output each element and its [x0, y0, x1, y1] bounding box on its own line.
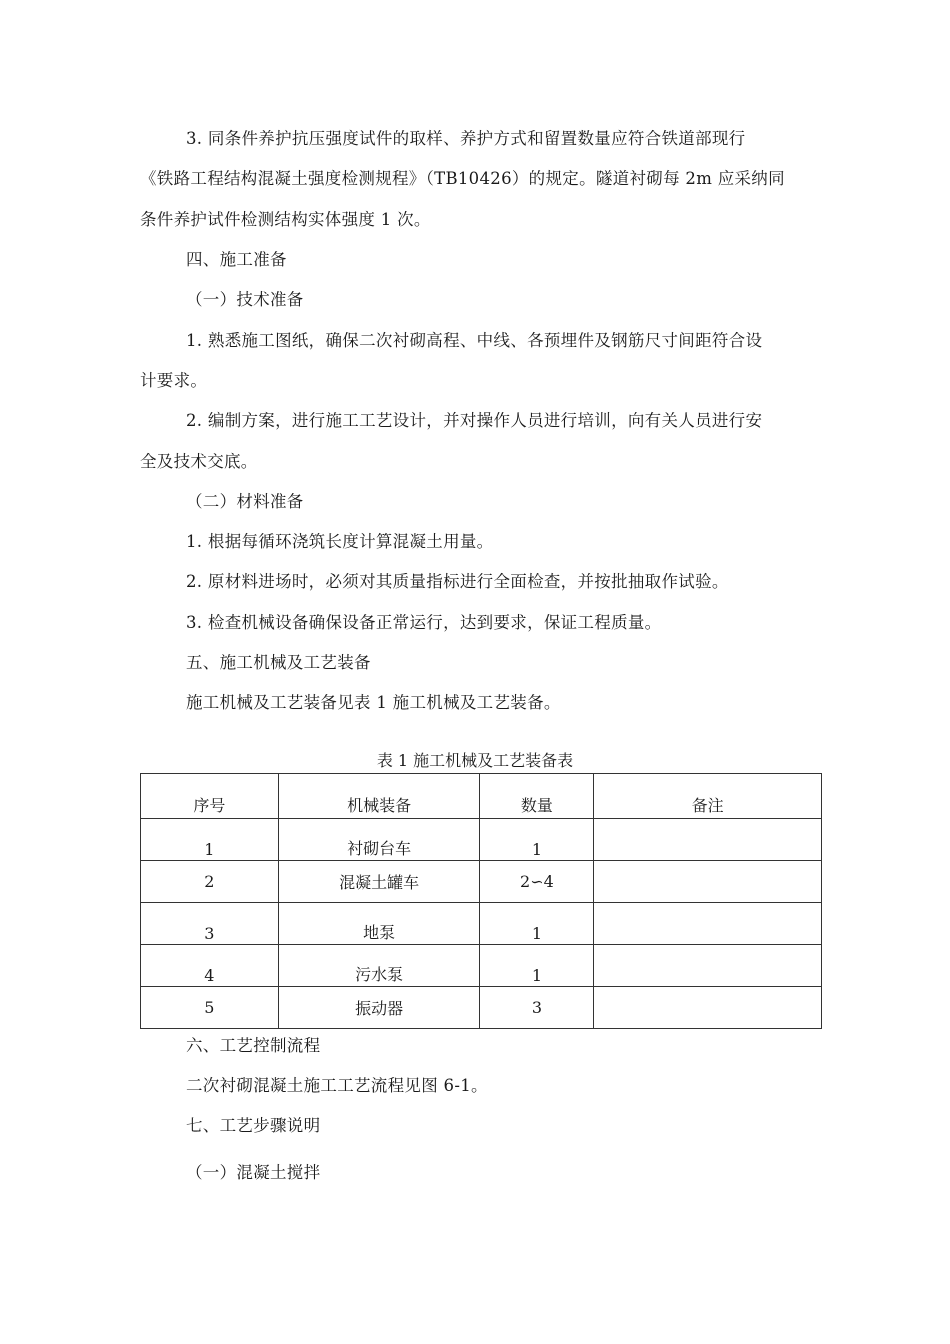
table-cell: 地泵	[278, 903, 480, 945]
section-heading: 四、施工准备	[186, 250, 287, 269]
table-cell: 1	[141, 819, 279, 861]
table-row	[141, 861, 822, 903]
section-heading: 五、施工机械及工艺装备	[186, 653, 371, 672]
paragraph-line: 计要求。	[140, 371, 208, 390]
table-cell	[594, 819, 822, 861]
paragraph-line: 1. 熟悉施工图纸，确保二次衬砌高程、中线、各预埋件及钢筋尺寸间距符合设	[186, 331, 763, 350]
table-cell: 3	[141, 903, 279, 945]
table-row	[141, 987, 822, 1029]
paragraph-line: 施工机械及工艺装备见表 1 施工机械及工艺装备。	[186, 693, 561, 712]
header-cell-index: 序号	[141, 774, 279, 819]
table-cell: 5	[141, 987, 279, 1029]
subsection-heading: （一）技术准备	[186, 290, 304, 309]
table-cell: 1	[480, 945, 594, 987]
paragraph-line: 条件养护试件检测结构实体强度 1 次。	[140, 210, 431, 229]
table-caption: 表 1 施工机械及工艺装备表	[376, 751, 574, 770]
table-cell: 2∽4	[480, 861, 594, 903]
table-cell: 振动器	[278, 987, 480, 1029]
table-cell	[594, 903, 822, 945]
paragraph-line: 1. 根据每循环浇筑长度计算混凝土用量。	[186, 532, 494, 551]
paragraph-line: 2. 编制方案，进行施工工艺设计，并对操作人员进行培训，向有关人员进行安	[186, 411, 763, 430]
table-cell	[594, 987, 822, 1029]
table-cell	[594, 945, 822, 987]
table-row	[141, 945, 822, 987]
paragraph-line: 二次衬砌混凝土施工工艺流程见图 6-1。	[186, 1076, 488, 1095]
table-cell: 污水泵	[278, 945, 480, 987]
paragraph-line: 《铁路工程结构混凝土强度检测规程》（TB10426）的规定。隧道衬砌每 2m 应采纳同	[140, 169, 785, 188]
table-cell: 1	[480, 819, 594, 861]
section-heading: 七、工艺步骤说明	[186, 1116, 321, 1135]
header-cell-quantity: 数量	[480, 774, 594, 819]
table-cell: 2	[141, 861, 279, 903]
table-row	[141, 819, 822, 861]
table-cell: 4	[141, 945, 279, 987]
table-cell: 混凝土罐车	[278, 861, 480, 903]
header-cell-equipment: 机械装备	[278, 774, 480, 819]
section-heading: 六、工艺控制流程	[186, 1036, 321, 1055]
paragraph-line: 2. 原材料进场时，必须对其质量指标进行全面检查，并按批抽取作试验。	[186, 572, 729, 591]
paragraph-line: 3. 检查机械设备确保设备正常运行，达到要求，保证工程质量。	[186, 613, 662, 632]
subsection-heading: （一）混凝土搅拌	[186, 1163, 321, 1182]
equipment-table	[140, 773, 822, 1029]
subsection-heading: （二）材料准备	[186, 492, 304, 511]
table-cell	[594, 861, 822, 903]
table-cell: 1	[480, 903, 594, 945]
header-cell-remarks: 备注	[594, 774, 822, 819]
table-cell: 3	[480, 987, 594, 1029]
table-row	[141, 903, 822, 945]
paragraph-line: 3. 同条件养护抗压强度试件的取样、养护方式和留置数量应符合铁道部现行	[186, 129, 746, 148]
paragraph-line: 全及技术交底。	[140, 452, 258, 471]
table-cell: 衬砌台车	[278, 819, 480, 861]
table-header-row	[141, 774, 822, 819]
